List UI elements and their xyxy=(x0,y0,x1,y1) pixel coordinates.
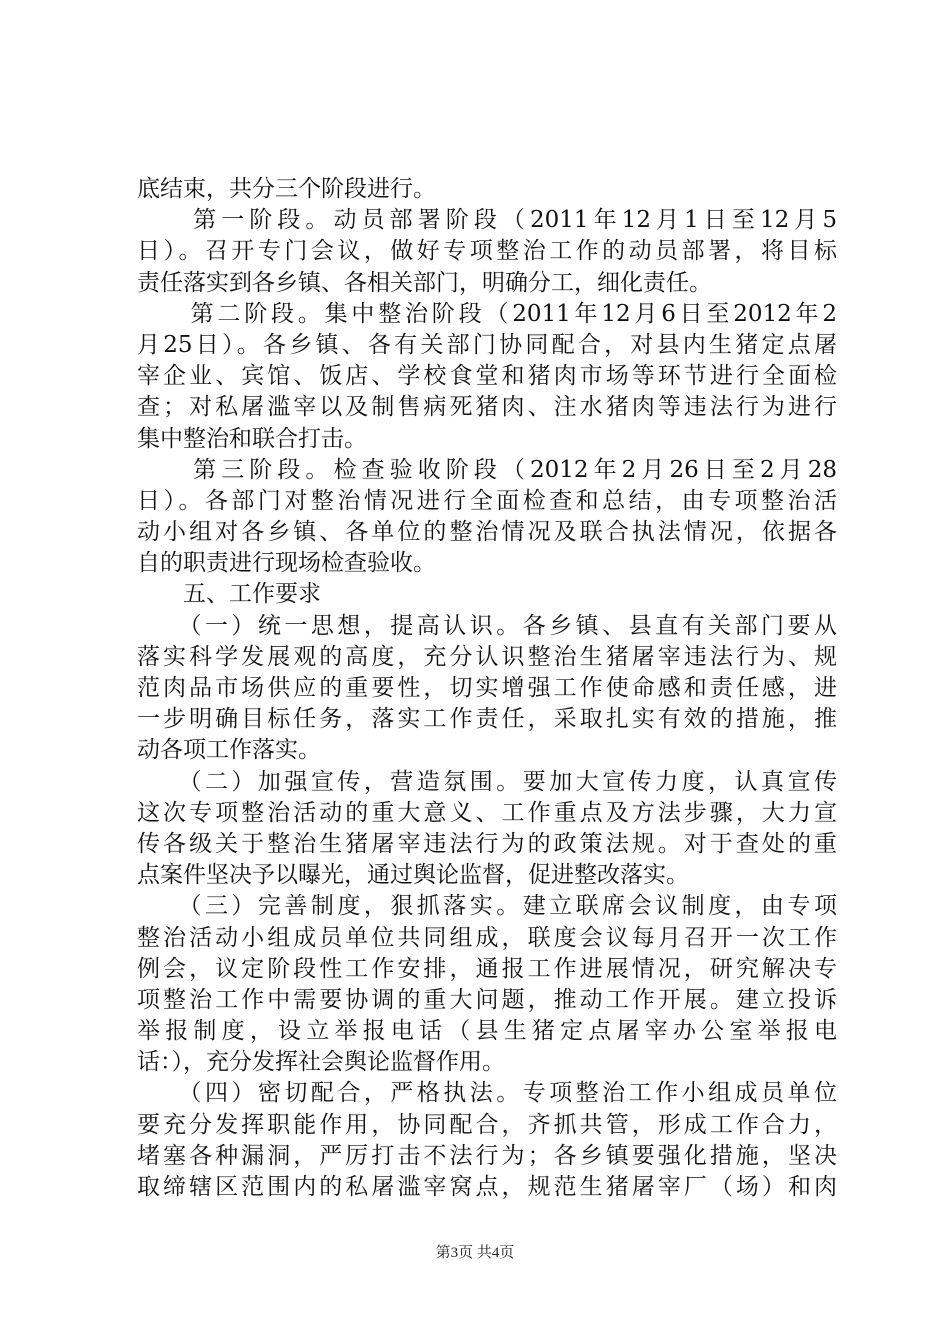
text-line: 日）。召开专门会议，做好专项整治工作的动员部署，将目标 xyxy=(137,238,837,264)
text-line: 要充分发挥职能作用，协同配合，齐抓共管，形成工作合力， xyxy=(137,1112,837,1138)
text-line: 堵塞各种漏洞，严厉打击不法行为；各乡镇要强化措施，坚决 xyxy=(137,1143,837,1169)
text-line: 落实科学发展观的高度，充分认识整治生猪屠宰违法行为、规 xyxy=(137,644,837,670)
text-line: 动各项工作落实。 xyxy=(137,737,321,763)
text-line: 话：），充分发挥社会舆论监督作用。 xyxy=(137,1049,505,1075)
text-line: （四）密切配合，严格执法。专项整治工作小组成员单位 xyxy=(137,1080,837,1106)
text-line: 整治活动小组成员单位共同组成，联度会议每月召开一次工作 xyxy=(137,925,837,951)
text-line: 第三阶段。检查验收阶段（2012年2月26日至2月28 xyxy=(137,457,837,483)
text-line: 责任落实到各乡镇、各相关部门，明确分工，细化责任。 xyxy=(137,270,712,296)
text-line: 自的职责进行现场检查验收。 xyxy=(137,550,436,576)
text-line: （二）加强宣传，营造氛围。要加大宣传力度，认真宣传 xyxy=(137,769,837,795)
text-line: 底结束，共分三个阶段进行。 xyxy=(137,176,436,202)
text-line: 举报制度，设立举报电话（县生猪定点屠宰办公室举报电 xyxy=(137,1018,837,1044)
text-line: 第一阶段。动员部署阶段（2011年12月1日至12月5 xyxy=(137,207,837,233)
text-line: 宰企业、宾馆、饭店、学校食堂和猪肉市场等环节进行全面检 xyxy=(137,363,837,389)
page-footer: 第3页 共4页 xyxy=(435,1245,515,1261)
text-line: （一）统一思想，提高认识。各乡镇、县直有关部门要从 xyxy=(137,613,837,639)
text-line: 取缔辖区范围内的私屠滥宰窝点，规范生猪屠宰厂（场）和肉 xyxy=(137,1174,837,1200)
text-line: 第二阶段。集中整治阶段（2011年12月6日至2012年2 xyxy=(137,301,837,327)
text-line: 范肉品市场供应的重要性，切实增强工作使命感和责任感，进 xyxy=(137,675,837,701)
text-line: 日）。各部门对整治情况进行全面检查和总结，由专项整治活 xyxy=(137,488,837,514)
text-line: 集中整治和联合打击。 xyxy=(137,426,367,452)
text-line: 动小组对各乡镇、各单位的整治情况及联合执法情况，依据各 xyxy=(137,519,837,545)
text-line: 查；对私屠滥宰以及制售病死猪肉、注水猪肉等违法行为进行 xyxy=(137,394,837,420)
text-line: 项整治工作中需要协调的重大问题，推动工作开展。建立投诉 xyxy=(137,987,837,1013)
text-line: 月25日）。各乡镇、各有关部门协同配合，对县内生猪定点屠 xyxy=(137,332,837,358)
text-line: 这次专项整治活动的重大意义、工作重点及方法步骤，大力宣 xyxy=(137,800,837,826)
section-heading: 五、工作要求 xyxy=(137,581,321,607)
text-line: 点案件坚决予以曝光，通过舆论监督，促进整改落实。 xyxy=(137,862,689,888)
text-line: （三）完善制度，狠抓落实。建立联席会议制度，由专项 xyxy=(137,893,837,919)
text-line: 例会，议定阶段性工作安排，通报工作进展情况，研究解决专 xyxy=(137,956,837,982)
text-line: 一步明确目标任务，落实工作责任，采取扎实有效的措施，推 xyxy=(137,706,837,732)
text-line: 传各级关于整治生猪屠宰违法行为的政策法规。对于查处的重 xyxy=(137,831,837,857)
